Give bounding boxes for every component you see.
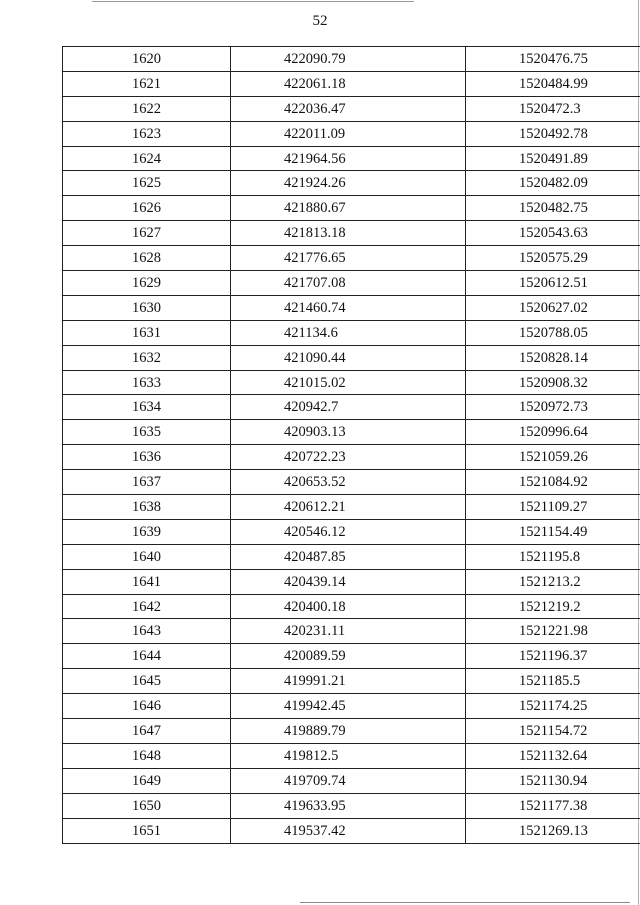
x-coordinate-cell: 422061.18 [231, 71, 466, 96]
y-coordinate-cell: 1521213.2 [466, 569, 640, 594]
point-number-cell: 1627 [63, 221, 231, 246]
table-row [63, 694, 640, 719]
point-number-cell: 1634 [63, 395, 231, 420]
table-row [63, 569, 640, 594]
y-coordinate-cell: 1521219.2 [466, 594, 640, 619]
table-row [63, 320, 640, 345]
point-number-cell: 1631 [63, 320, 231, 345]
point-number-cell: 1647 [63, 719, 231, 744]
y-coordinate-cell: 1521221.98 [466, 619, 640, 644]
y-coordinate-cell: 1520575.29 [466, 246, 640, 271]
table-row [63, 743, 640, 768]
table-row [63, 71, 640, 96]
scan-edge-bottom [300, 902, 630, 903]
table-row [63, 47, 640, 72]
y-coordinate-cell: 1521130.94 [466, 768, 640, 793]
scan-edge-top [92, 1, 414, 2]
point-number-cell: 1622 [63, 96, 231, 121]
x-coordinate-cell: 421707.08 [231, 271, 466, 296]
x-coordinate-cell: 422036.47 [231, 96, 466, 121]
y-coordinate-cell: 1521185.5 [466, 669, 640, 694]
x-coordinate-cell: 419991.21 [231, 669, 466, 694]
table-row [63, 395, 640, 420]
point-number-cell: 1643 [63, 619, 231, 644]
x-coordinate-cell: 421015.02 [231, 370, 466, 395]
x-coordinate-cell: 421964.56 [231, 146, 466, 171]
y-coordinate-cell: 1520543.63 [466, 221, 640, 246]
point-number-cell: 1639 [63, 519, 231, 544]
y-coordinate-cell: 1520612.51 [466, 271, 640, 296]
x-coordinate-cell: 421813.18 [231, 221, 466, 246]
y-coordinate-cell: 1520627.02 [466, 295, 640, 320]
y-coordinate-cell: 1520482.75 [466, 196, 640, 221]
table-row [63, 271, 640, 296]
x-coordinate-cell: 420231.11 [231, 619, 466, 644]
point-number-cell: 1625 [63, 171, 231, 196]
table-row [63, 221, 640, 246]
table-row [63, 246, 640, 271]
y-coordinate-cell: 1520472.3 [466, 96, 640, 121]
y-coordinate-cell: 1521154.49 [466, 519, 640, 544]
y-coordinate-cell: 1520491.89 [466, 146, 640, 171]
y-coordinate-cell: 1520476.75 [466, 47, 640, 72]
point-number-cell: 1638 [63, 495, 231, 520]
table-row [63, 519, 640, 544]
x-coordinate-cell: 419633.95 [231, 793, 466, 818]
x-coordinate-cell: 421460.74 [231, 295, 466, 320]
y-coordinate-cell: 1520972.73 [466, 395, 640, 420]
point-number-cell: 1644 [63, 644, 231, 669]
y-coordinate-cell: 1521174.25 [466, 694, 640, 719]
y-coordinate-cell: 1520484.99 [466, 71, 640, 96]
point-number-cell: 1621 [63, 71, 231, 96]
point-number-cell: 1648 [63, 743, 231, 768]
point-number-cell: 1649 [63, 768, 231, 793]
point-number-cell: 1629 [63, 271, 231, 296]
x-coordinate-cell: 421090.44 [231, 345, 466, 370]
y-coordinate-cell: 1520482.09 [466, 171, 640, 196]
coordinates-table [62, 46, 640, 844]
point-number-cell: 1635 [63, 420, 231, 445]
point-number-cell: 1626 [63, 196, 231, 221]
y-coordinate-cell: 1521132.64 [466, 743, 640, 768]
x-coordinate-cell: 419709.74 [231, 768, 466, 793]
page-number: 52 [312, 13, 328, 29]
x-coordinate-cell: 419537.42 [231, 818, 466, 843]
x-coordinate-cell: 422090.79 [231, 47, 466, 72]
table-row [63, 420, 640, 445]
x-coordinate-cell: 420400.18 [231, 594, 466, 619]
y-coordinate-cell: 1521154.72 [466, 719, 640, 744]
table-row [63, 345, 640, 370]
y-coordinate-cell: 1520788.05 [466, 320, 640, 345]
x-coordinate-cell: 421880.67 [231, 196, 466, 221]
point-number-cell: 1645 [63, 669, 231, 694]
x-coordinate-cell: 420653.52 [231, 470, 466, 495]
y-coordinate-cell: 1520828.14 [466, 345, 640, 370]
x-coordinate-cell: 420942.7 [231, 395, 466, 420]
table-row [63, 196, 640, 221]
point-number-cell: 1633 [63, 370, 231, 395]
table-row [63, 495, 640, 520]
x-coordinate-cell: 421134.6 [231, 320, 466, 345]
table-row [63, 146, 640, 171]
point-number-cell: 1624 [63, 146, 231, 171]
x-coordinate-cell: 419812.5 [231, 743, 466, 768]
point-number-cell: 1646 [63, 694, 231, 719]
point-number-cell: 1651 [63, 818, 231, 843]
y-coordinate-cell: 1521269.13 [466, 818, 640, 843]
coordinates-table-body [63, 47, 640, 844]
table-row [63, 669, 640, 694]
point-number-cell: 1641 [63, 569, 231, 594]
point-number-cell: 1637 [63, 470, 231, 495]
x-coordinate-cell: 420439.14 [231, 569, 466, 594]
y-coordinate-cell: 1521059.26 [466, 445, 640, 470]
point-number-cell: 1620 [63, 47, 231, 72]
y-coordinate-cell: 1520492.78 [466, 121, 640, 146]
x-coordinate-cell: 420546.12 [231, 519, 466, 544]
table-row [63, 644, 640, 669]
x-coordinate-cell: 422011.09 [231, 121, 466, 146]
point-number-cell: 1640 [63, 544, 231, 569]
point-number-cell: 1628 [63, 246, 231, 271]
x-coordinate-cell: 420487.85 [231, 544, 466, 569]
x-coordinate-cell: 420089.59 [231, 644, 466, 669]
table-row [63, 768, 640, 793]
point-number-cell: 1636 [63, 445, 231, 470]
y-coordinate-cell: 1521177.38 [466, 793, 640, 818]
x-coordinate-cell: 419942.45 [231, 694, 466, 719]
y-coordinate-cell: 1520908.32 [466, 370, 640, 395]
table-row [63, 544, 640, 569]
y-coordinate-cell: 1521195.8 [466, 544, 640, 569]
table-row [63, 719, 640, 744]
point-number-cell: 1632 [63, 345, 231, 370]
table-row [63, 171, 640, 196]
point-number-cell: 1630 [63, 295, 231, 320]
x-coordinate-cell: 420722.23 [231, 445, 466, 470]
table-row [63, 470, 640, 495]
y-coordinate-cell: 1521196.37 [466, 644, 640, 669]
point-number-cell: 1623 [63, 121, 231, 146]
x-coordinate-cell: 420903.13 [231, 420, 466, 445]
y-coordinate-cell: 1520996.64 [466, 420, 640, 445]
table-row [63, 295, 640, 320]
table-row [63, 619, 640, 644]
y-coordinate-cell: 1521109.27 [466, 495, 640, 520]
table-row [63, 445, 640, 470]
x-coordinate-cell: 420612.21 [231, 495, 466, 520]
table-row [63, 793, 640, 818]
x-coordinate-cell: 421924.26 [231, 171, 466, 196]
point-number-cell: 1642 [63, 594, 231, 619]
table-row [63, 818, 640, 843]
x-coordinate-cell: 419889.79 [231, 719, 466, 744]
table-row [63, 370, 640, 395]
table-row [63, 121, 640, 146]
y-coordinate-cell: 1521084.92 [466, 470, 640, 495]
table-row [63, 594, 640, 619]
point-number-cell: 1650 [63, 793, 231, 818]
table-row [63, 96, 640, 121]
x-coordinate-cell: 421776.65 [231, 246, 466, 271]
